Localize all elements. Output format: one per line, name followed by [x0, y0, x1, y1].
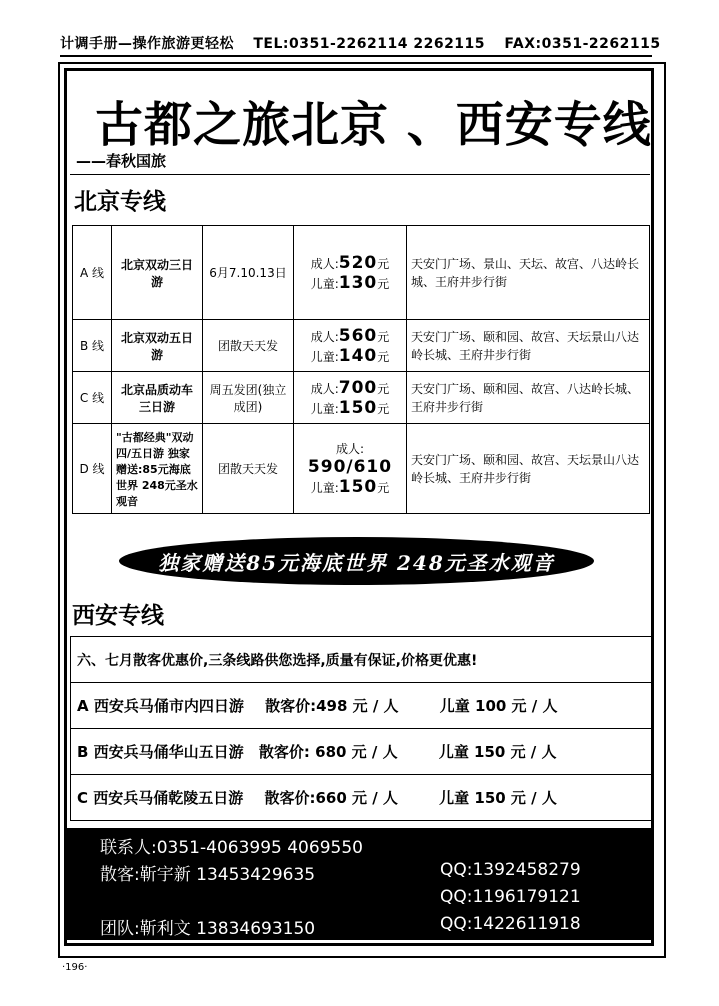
- price-unit: 元: [377, 381, 390, 396]
- xian-table: [70, 636, 652, 821]
- main-title: 古都之旅北京 、西安专线: [95, 97, 652, 153]
- adult-price: 560: [338, 325, 378, 346]
- line-label: C 线: [73, 372, 112, 424]
- table-row: [73, 226, 650, 320]
- subtitle: ——春秋国旅: [76, 152, 167, 170]
- title-divider: [70, 174, 650, 175]
- beijing-table: [72, 225, 650, 514]
- xian-child-price: 儿童 100 元 / 人: [439, 697, 558, 715]
- child-label: 儿童:: [310, 481, 339, 495]
- child-label: 儿童:: [310, 349, 339, 364]
- departure-date: 团散天天发: [203, 320, 294, 372]
- route-spots: 天安门广场、颐和园、故宫、八达岭长城、王府井步行街: [407, 372, 650, 424]
- xian-price: 散客价: 680 元 / 人: [258, 743, 398, 761]
- table-row: [73, 320, 650, 372]
- departure-date: 团散天天发: [203, 424, 294, 514]
- adult-label: 成人:: [310, 256, 339, 271]
- contact-qq: QQ:1422611918: [440, 914, 581, 934]
- price-cell: [294, 424, 407, 514]
- route-spots: 天安门广场、颐和园、故宫、天坛景山八达岭长城、王府井步行街: [407, 320, 650, 372]
- price-unit: 元: [377, 329, 390, 344]
- child-price: 140: [338, 345, 378, 366]
- contact-qq: QQ:1392458279: [440, 860, 581, 880]
- route-name: 北京双动三日游: [112, 226, 203, 320]
- price-unit: 元: [377, 256, 390, 271]
- table-row: [71, 683, 652, 729]
- contact-box: [64, 828, 654, 940]
- line-label: A 线: [73, 226, 112, 320]
- price-cell: [294, 372, 407, 424]
- route-spots: 天安门广场、景山、天坛、故宫、八达岭长城、王府井步行街: [407, 226, 650, 320]
- price-unit: 元: [377, 276, 390, 291]
- adult-price: 590/610: [307, 457, 393, 477]
- route-name: 北京双动五日游: [112, 320, 203, 372]
- table-row: [73, 372, 650, 424]
- adult-price: 700: [338, 377, 378, 398]
- line-label: D 线: [73, 424, 112, 514]
- table-row: [73, 424, 650, 514]
- xian-route-name: A 西安兵马俑市内四日游: [77, 697, 244, 715]
- adult-price: 520: [338, 252, 378, 273]
- price-unit: 元: [377, 349, 390, 364]
- table-row: [71, 775, 652, 821]
- beijing-heading: 北京专线: [74, 189, 166, 215]
- adult-label: 成人:: [310, 329, 339, 344]
- adult-label: 成人:: [335, 442, 365, 456]
- child-label: 儿童:: [310, 401, 339, 416]
- adult-label: 成人:: [310, 381, 339, 396]
- header-fax: FAX:0351-2262115: [504, 36, 661, 52]
- header-tel: TEL:0351-2262114 2262115: [253, 36, 486, 52]
- price-cell: [294, 226, 407, 320]
- departure-date: 6月7.10.13日: [203, 226, 294, 320]
- departure-date: 周五发团(独立成团): [203, 372, 294, 424]
- child-label: 儿童:: [310, 276, 339, 291]
- contact-person: 联系人:0351-4063995 4069550: [100, 838, 363, 858]
- header-title: 计调手册—操作旅游更轻松: [60, 36, 234, 52]
- table-row: [71, 729, 652, 775]
- contact-qq: QQ:1196179121: [440, 887, 581, 907]
- route-name: 北京品质动车三日游: [112, 372, 203, 424]
- xian-intro: 六、七月散客优惠价,三条线路供您选择,质量有保证,价格更优惠!: [71, 637, 652, 683]
- xian-price: 散客价:660 元 / 人: [264, 789, 398, 807]
- xian-route-name: B 西安兵马俑华山五日游: [77, 743, 244, 761]
- promo-banner: 独家赠送85元海底世界 248元圣水观音: [119, 537, 594, 585]
- child-price: 130: [338, 272, 378, 293]
- child-price: 150: [338, 397, 378, 418]
- xian-route-name: C 西安兵马俑乾陵五日游: [77, 789, 244, 807]
- route-spots: 天安门广场、颐和园、故宫、天坛景山八达岭长城、王府井步行街: [407, 424, 650, 514]
- price-unit: 元: [377, 401, 390, 416]
- route-name: "古都经典"双动四/五日游 独家赠送:85元海底世界 248元圣水观音: [112, 424, 203, 514]
- child-price: 150: [338, 477, 378, 497]
- line-label: B 线: [73, 320, 112, 372]
- xian-price: 散客价:498 元 / 人: [265, 697, 399, 715]
- contact-individual: 散客:靳宇新 13453429635: [100, 865, 316, 885]
- page-number: ·196·: [62, 962, 88, 973]
- price-cell: [294, 320, 407, 372]
- contact-group: 团队:靳利文 13834693150: [100, 919, 316, 939]
- xian-child-price: 儿童 150 元 / 人: [439, 789, 557, 807]
- page-header: [60, 33, 661, 57]
- table-row: [71, 637, 652, 683]
- price-unit: 元: [377, 481, 390, 495]
- xian-heading: 西安专线: [72, 603, 164, 629]
- xian-child-price: 儿童 150 元 / 人: [438, 743, 557, 761]
